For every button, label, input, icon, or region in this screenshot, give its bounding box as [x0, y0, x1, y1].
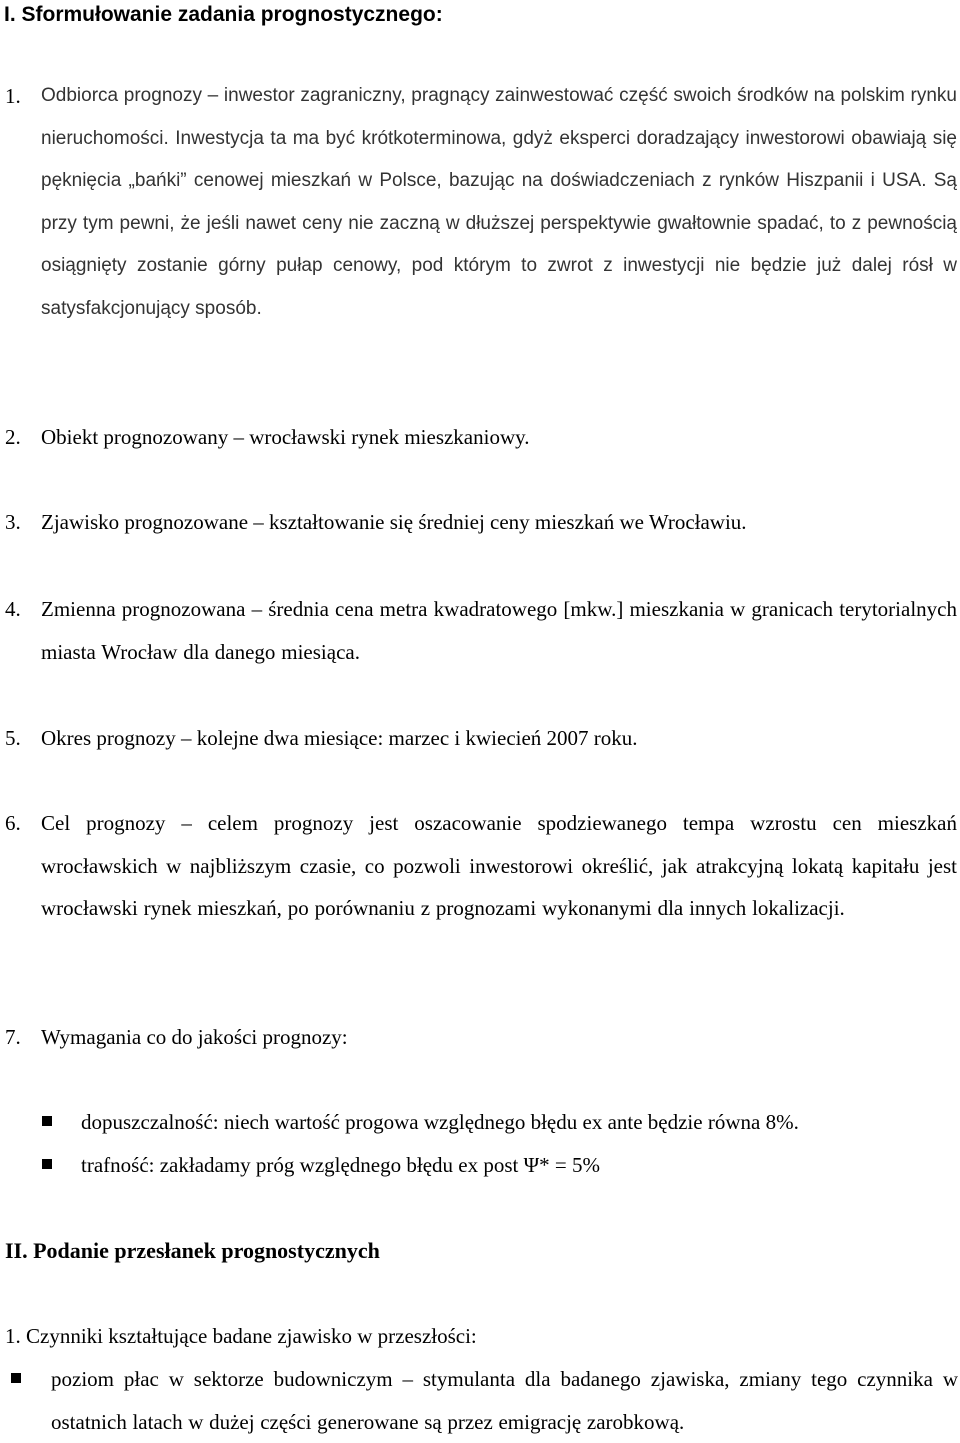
section-2-heading: II. Podanie przesłanek prognostycznych — [5, 1238, 380, 1263]
item-text: Okres prognozy – kolejne dwa miesiące: marzec i kwiecień 2007 roku. — [41, 726, 638, 750]
list-item-3 — [5, 501, 957, 544]
list-item-2 — [5, 416, 957, 459]
item-number: 6. — [5, 811, 21, 835]
square-bullet-icon — [42, 1116, 52, 1126]
list-item-6 — [5, 802, 957, 930]
item-text: Odbiorca prognozy – inwestor zagraniczny, pragnący zainwestować część swoich środków na polskim rynku nieruchomości. Inwestycja ta ma być krótkoterminowa, gdyż eksperci doradzający inwestorowi obawiają się pęknięcia „bańki” cenowej mieszkań w Polsce, bazując na doświadczeniach z rynków Hiszpanii i USA. Są przy tym pewni, że jeśli nawet ceny nie zaczną w dłuższej perspektywie gwałtownie spadać, to z pewnością osiągnięty zostanie górny pułap cenowy, pod którym to zwrot z inwestycji nie będzie już dalej rósł w satysfakcjonujący sposób. — [41, 85, 957, 319]
list-item-7 — [5, 1016, 957, 1059]
factor-bullet-1 — [0, 1358, 958, 1443]
item-number: 2. — [5, 425, 21, 449]
section-1-heading: I. Sformułowanie zadania prognostycznego: — [4, 3, 443, 26]
item-text: Zmienna prognozowana – średnia cena metra kwadratowego [mkw.] mieszkania w granicach terytorialnych miasta Wrocław dla danego miesiąca. — [41, 597, 957, 664]
list-item-5 — [5, 717, 957, 760]
bullet-text: poziom płac w sektorze budowniczym – stymulanta dla badanego zjawiska, zmiany tego czynnika w ostatnich latach w dużej części generowane są przez emigrację zarobkową. — [51, 1367, 958, 1434]
item-text: Cel prognozy – celem prognozy jest oszacowanie spodziewanego tempa wzrostu cen mieszkań wrocławskich w najbliższym czasie, co pozwoli inwestorowi określić, jak atrakcyjną lokatą kapitału jest wrocławski rynek mieszkań, po porównaniu z prognozami wykonanymi dla innych lokalizacji. — [41, 811, 957, 920]
item-number: 5. — [5, 726, 21, 750]
item-number: 3. — [5, 510, 21, 534]
square-bullet-icon — [11, 1373, 21, 1383]
square-bullet-icon — [42, 1159, 52, 1169]
bullet-text: trafność: zakładamy próg względnego błędu ex post Ψ* = 5% — [81, 1153, 600, 1177]
item-text: Wymagania co do jakości prognozy: — [41, 1025, 348, 1049]
bullet-text: dopuszczalność: niech wartość progowa względnego błędu ex ante będzie równa 8%. — [81, 1110, 799, 1134]
list-item-4 — [5, 588, 957, 673]
item-text: Obiekt prognozowany – wrocławski rynek mieszkaniowy. — [41, 425, 530, 449]
item-text: Zjawisko prognozowane – kształtowanie się średniej ceny mieszkań we Wrocławiu. — [41, 510, 747, 534]
list-item-1 — [5, 75, 957, 330]
item-number: 7. — [5, 1025, 21, 1049]
requirement-bullet-1 — [0, 1101, 958, 1144]
requirement-bullet-2 — [0, 1144, 958, 1187]
item-number: 4. — [5, 597, 21, 621]
section-2-subheading: 1. Czynniki kształtujące badane zjawisko w przeszłości: — [5, 1324, 477, 1348]
item-number: 1. — [5, 84, 21, 108]
